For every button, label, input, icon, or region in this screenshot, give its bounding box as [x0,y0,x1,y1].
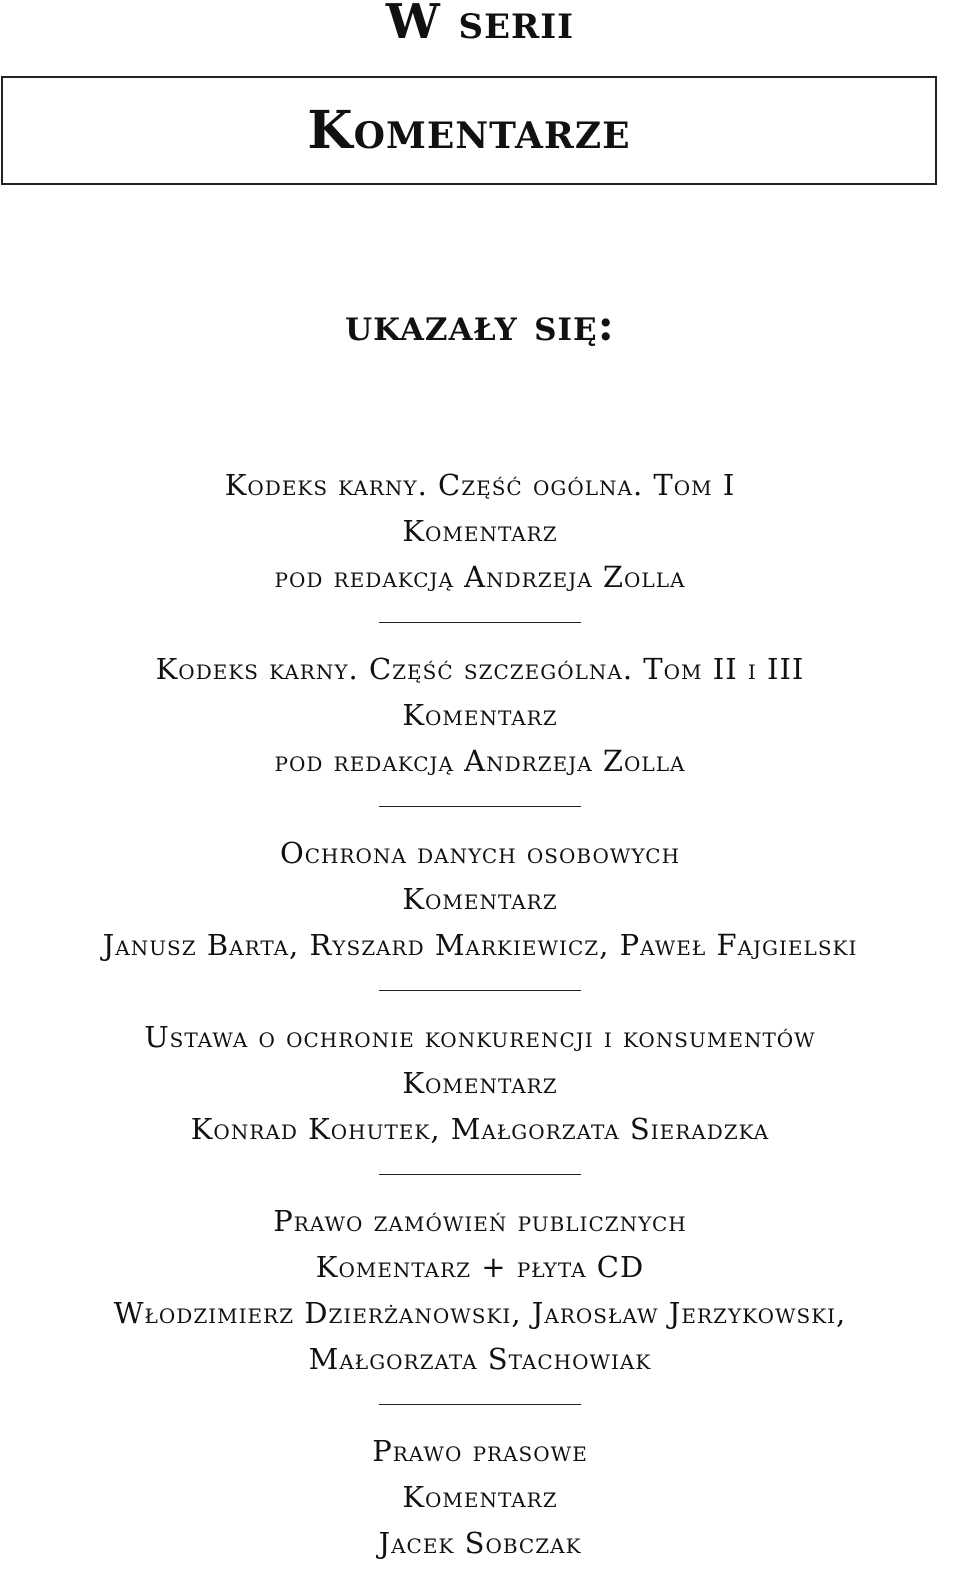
book-title: Ochrona danych osobowych [279,836,681,870]
separator-line [379,1174,581,1175]
book-authors: pod redakcją Andrzeja Zolla [274,744,686,778]
book-type: Komentarz [402,698,558,732]
book-type: Komentarz [402,514,558,548]
book-title: Prawo prasowe [372,1434,588,1468]
book-title: Ustawa o ochronie konkurencji i konsumentów [144,1020,816,1054]
separator-line [379,1404,581,1405]
book-entry [0,646,960,784]
book-title: Prawo zamówień publicznych [273,1204,687,1238]
book-entry [0,1014,960,1152]
series-name: Komentarze [307,100,631,161]
book-type: Komentarz [402,1480,558,1514]
series-title-box [1,76,937,185]
book-authors: Janusz Barta, Ryszard Markiewicz, Paweł Fajgielski [102,928,858,962]
book-list [0,462,960,1566]
book-entry [0,1428,960,1566]
separator-line [379,806,581,807]
book-authors: Włodzimierz Dzierżanowski, Jarosław Jerzykowski, [113,1296,847,1330]
book-title: Kodeks karny. Część szczególna. Tom II i III [155,652,805,686]
book-type: Komentarz + płyta CD [315,1250,645,1284]
separator-line [379,622,581,623]
book-entry [0,830,960,968]
book-type: Komentarz [402,882,558,916]
book-entry [0,462,960,600]
book-title: Kodeks karny. Część ogólna. Tom I [224,468,736,502]
separator-line [379,990,581,991]
book-entry [0,1198,960,1382]
book-authors: pod redakcją Andrzeja Zolla [274,560,686,594]
published-heading: ukazały się: [345,300,615,351]
book-type: Komentarz [402,1066,558,1100]
book-authors: Konrad Kohutek, Małgorzata Sieradzka [190,1112,770,1146]
series-label: W serii [385,0,575,50]
book-authors: Jacek Sobczak [378,1526,582,1560]
book-authors: Małgorzata Stachowiak [308,1342,652,1376]
